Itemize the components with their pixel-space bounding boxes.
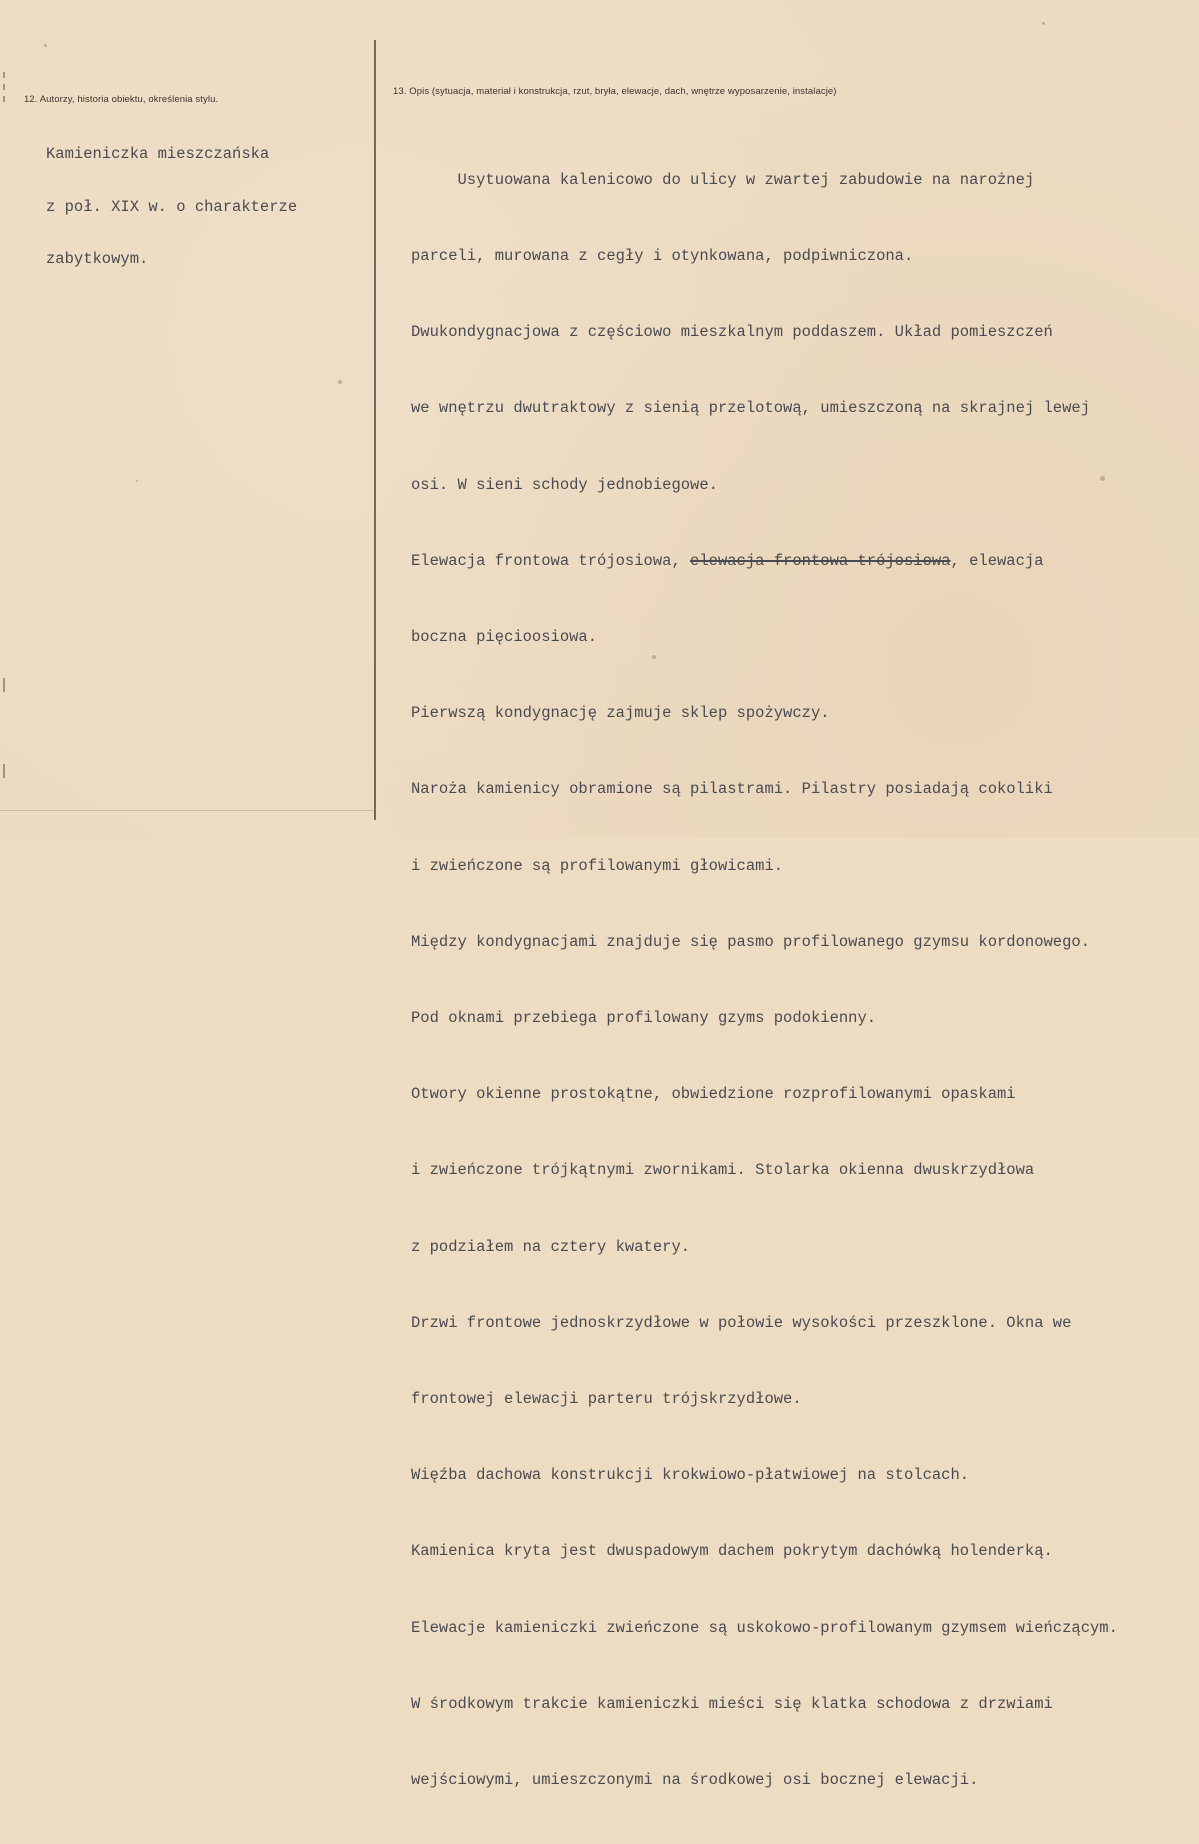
paper-speck — [1042, 22, 1045, 25]
section-13-line: parceli, murowana z cegły i otynkowana, podpiwniczona. — [411, 247, 914, 266]
section-12-line: Kamieniczka mieszczańska — [46, 145, 270, 163]
section-13-line: i zwieńczone są profilowanymi głowicami. — [411, 856, 784, 875]
section-13-line: Drzwi frontowe jednoskrzydłowe w połowie wysokości przeszklone. Okna we — [411, 1313, 1072, 1332]
section-13-line: we wnętrzu dwutraktowy z sienią przelotową, umieszczoną na skrajnej lewej — [411, 399, 1091, 418]
section-13-line: Otwory okienne prostokątne, obwiedzione rozprofilowanymi opaskami — [411, 1085, 1016, 1104]
edge-mark — [3, 764, 5, 778]
section-12-text — [46, 111, 297, 304]
section-13-line: Pod oknami przebiega profilowany gzyms podokienny. — [411, 1009, 877, 1028]
paper-speck — [44, 44, 47, 47]
section-13-line: Pierwszą kondygnację zajmuje sklep spożywczy. — [411, 704, 830, 723]
edge-mark — [3, 72, 5, 78]
section-13-line: i zwieńczone trójkątnymi zwornikami. Stolarka okienna dwuskrzydłowa — [411, 1161, 1035, 1180]
section-13-line: wejściowymi, umieszczonymi na środkowej osi bocznej elewacji. — [411, 1771, 979, 1790]
section-13-line: z podziałem na cztery kwatery. — [411, 1237, 691, 1256]
section-13-line: Naroża kamienicy obramione są pilastrami. Pilastry posiadają cokoliki — [411, 780, 1053, 799]
section-13-line: W środkowym trakcie kamieniczki mieści się klatka schodowa z drzwiami — [411, 1694, 1053, 1713]
section-12-line: zabytkowym. — [46, 250, 149, 268]
section-13-line: Dwukondygnacjowa z częściowo mieszkalnym poddaszem. Układ pomieszczeń — [411, 323, 1053, 342]
bottom-rule — [0, 810, 374, 811]
section-13-heading: 13. Opis (sytuacja, materiał i konstrukcja, rzut, bryła, elewacje, dach, wnętrze wyposarzenie, instalacje) — [393, 86, 837, 97]
line-text: , elewacja — [950, 551, 1044, 570]
section-13-line: Usytuowana kalenicowo do ulicy w zwartej zabudowie na narożnej — [411, 170, 1035, 189]
section-13-line — [411, 549, 1118, 574]
column-divider — [374, 40, 376, 820]
section-13-line: Elewacje kamieniczki zwieńczone są uskokowo-profilowanym gzymsem wieńczącym. — [411, 1618, 1118, 1637]
section-13-line: Między kondygnacjami znajduje się pasmo profilowanego gzymsu kordonowego. — [411, 932, 1091, 951]
section-13-line: Więźba dachowa konstrukcji krokwiowo-płatwiowej na stolcach. — [411, 1466, 970, 1485]
paper-speck — [136, 480, 138, 482]
section-13-line: frontowej elewacji parteru trójskrzydłowe. — [411, 1390, 802, 1409]
paper-speck — [652, 655, 656, 659]
edge-mark — [3, 96, 5, 102]
section-13-text — [411, 117, 1118, 1844]
section-12-line: z poł. XIX w. o charakterze — [46, 197, 298, 216]
section-13-line: boczna pięcioosiowa. — [411, 628, 598, 647]
struck-text: elewacja frontowa trójosiowa — [690, 551, 951, 570]
edge-mark — [3, 84, 5, 90]
section-13-line: osi. W sieni schody jednobiegowe. — [411, 475, 718, 494]
edge-mark — [3, 678, 5, 692]
line-text: Elewacja frontowa trójosiowa, — [411, 551, 691, 570]
section-12-heading: 12. Autorzy, historia obiektu, określenia stylu. — [24, 94, 219, 105]
paper-speck — [338, 380, 342, 384]
section-13-line: Kamienica kryta jest dwuspadowym dachem pokrytym dachówką holenderką. — [411, 1542, 1053, 1561]
paper-speck — [1100, 476, 1105, 481]
